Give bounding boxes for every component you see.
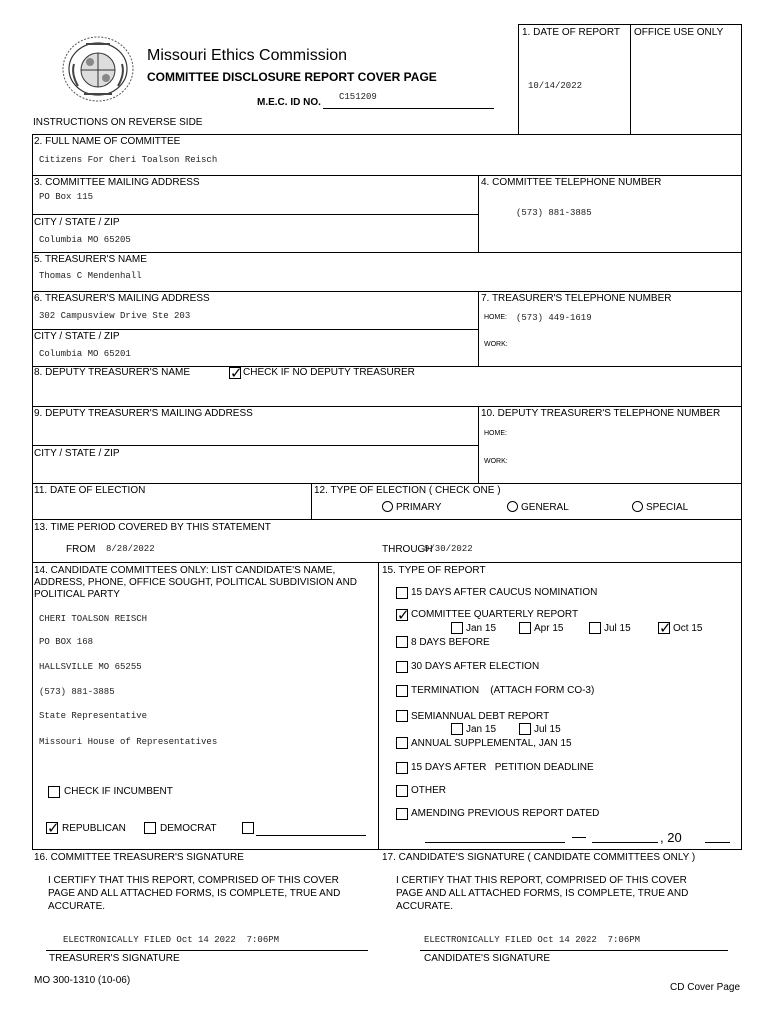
jan15-checkbox[interactable] [451,622,463,634]
committee-csz-label: CITY / STATE / ZIP [34,217,120,228]
semiannual-label: SEMIANNUAL DEBT REPORT [411,711,550,722]
thirty-days-label: 30 DAYS AFTER ELECTION [411,661,540,672]
petition-checkbox[interactable] [396,762,408,774]
candidate-city-value[interactable]: HALLSVILLE MO 65255 [39,662,142,672]
candidate-signature-caption: CANDIDATE'S SIGNATURE [424,953,550,964]
office-use-label: OFFICE USE ONLY [634,27,724,38]
agency-name: Missouri Ethics Commission [147,47,348,64]
quarterly-checkbox[interactable] [396,609,408,621]
republican-checkbox[interactable] [46,822,58,834]
candidate-certification: I CERTIFY THAT THIS REPORT, COMPRISED OF THIS COVER PAGE AND ALL ATTACHED FORMS, IS COMPLETE, TRUE AND ACCURATE. [396,875,689,912]
form-title: COMMITTEE DISCLOSURE REPORT COVER PAGE [147,70,437,84]
committee-name-value[interactable]: Citizens For Cheri Toalson Reisch [39,155,218,165]
treasurer-signature-caption: TREASURER'S SIGNATURE [49,953,180,964]
general-radio[interactable] [507,501,518,512]
deputy-work-label: WORK: [484,458,508,465]
candidate-office-value[interactable]: State Representative [39,711,148,721]
candidate-address-value[interactable]: PO BOX 168 [39,637,94,647]
treasurer-efiled: ELECTRONICALLY FILED Oct 14 2022 7:06PM [63,935,280,945]
deputy-home-label: HOME: [484,430,507,437]
instructions-note: INSTRUCTIONS ON REVERSE SIDE [33,117,203,128]
mec-id-value: C151209 [339,92,377,102]
candidate-subdivision-value[interactable]: Missouri House of Representatives [39,737,218,747]
amend-date-line-2[interactable] [592,842,658,843]
period-from-label: FROM [66,544,96,555]
amend-year-prefix: , 20 [660,830,682,845]
period-label: 13. TIME PERIOD COVERED BY THIS STATEMENT [34,522,271,533]
period-from-value[interactable]: 8/28/2022 [106,544,155,554]
treasurer-name-value[interactable]: Thomas C Mendenhall [39,271,142,281]
treasurer-phone-label: 7. TREASURER'S TELEPHONE NUMBER [481,293,672,304]
primary-label: PRIMARY [396,502,442,513]
missouri-seal-icon [60,34,136,104]
semiannual-checkbox[interactable] [396,710,408,722]
special-label: SPECIAL [646,502,689,513]
jan15-label: Jan 15 [466,623,497,634]
committee-csz-value[interactable]: Columbia MO 65205 [39,235,131,245]
eight-days-label: 8 DAYS BEFORE [411,637,490,648]
republican-label: REPUBLICAN [62,823,126,834]
committee-phone-value[interactable]: (573) 881-3885 [516,208,592,218]
treasurer-name-label: 5. TREASURER'S NAME [34,254,147,265]
deputy-mailing-label: 9. DEPUTY TREASURER'S MAILING ADDRESS [34,408,253,419]
treasurer-mailing-label: 6. TREASURER'S MAILING ADDRESS [34,293,210,304]
mec-id-label: M.E.C. ID NO. [257,97,321,108]
deputy-csz-label: CITY / STATE / ZIP [34,448,120,459]
treasurer-home-label: HOME: [484,314,507,321]
termination-label: TERMINATION (ATTACH FORM CO-3) [411,685,595,696]
other-party-line[interactable] [256,835,366,836]
democrat-checkbox[interactable] [144,822,156,834]
page-name: CD Cover Page [670,982,741,993]
election-date-label: 11. DATE OF ELECTION [34,485,146,496]
date-of-report-value[interactable]: 10/14/2022 [528,81,583,91]
semi-jan15-checkbox[interactable] [451,723,463,735]
primary-radio[interactable] [382,501,393,512]
incumbent-label: CHECK IF INCUMBENT [64,786,173,797]
thirty-days-checkbox[interactable] [396,661,408,673]
report-type-label: 15. TYPE OF REPORT [382,565,486,576]
treasurer-certification: I CERTIFY THAT THIS REPORT, COMPRISED OF THIS COVER PAGE AND ALL ATTACHED FORMS, IS COMPLETE, TRUE AND ACCURATE. [48,875,341,912]
committee-mailing-value[interactable]: PO Box 115 [39,192,94,202]
committee-name-label: 2. FULL NAME OF COMMITTEE [34,136,181,147]
amend-year-line[interactable] [705,842,730,843]
general-label: GENERAL [521,502,569,513]
committee-phone-label: 4. COMMITTEE TELEPHONE NUMBER [481,177,662,188]
amend-date-line-1[interactable] [425,842,565,843]
annual-checkbox[interactable] [396,737,408,749]
apr15-label: Apr 15 [534,623,564,634]
eight-days-checkbox[interactable] [396,636,408,648]
termination-checkbox[interactable] [396,685,408,697]
petition-label: 15 DAYS AFTER PETITION DEADLINE [411,762,594,773]
other-party-checkbox[interactable] [242,822,254,834]
candidate-signature-label: 17. CANDIDATE'S SIGNATURE ( CANDIDATE COMMITTEES ONLY ) [382,852,696,863]
caucus-checkbox[interactable] [396,587,408,599]
no-deputy-checkbox[interactable] [229,367,241,379]
democrat-label: DEMOCRAT [160,823,217,834]
treasurer-signature-label: 16. COMMITTEE TREASURER'S SIGNATURE [34,852,244,863]
amending-checkbox[interactable] [396,808,408,820]
semi-jul15-checkbox[interactable] [519,723,531,735]
treasurer-csz-label: CITY / STATE / ZIP [34,331,120,342]
election-type-label: 12. TYPE OF ELECTION ( CHECK ONE ) [314,485,501,496]
deputy-name-label: 8. DEPUTY TREASURER'S NAME [34,367,191,378]
oct15-checkbox[interactable] [658,622,670,634]
special-radio[interactable] [632,501,643,512]
no-deputy-label: CHECK IF NO DEPUTY TREASURER [243,367,415,378]
period-through-label: THROUGH [382,544,433,555]
date-of-report-label: 1. DATE OF REPORT [522,27,620,38]
treasurer-home-value[interactable]: (573) 449-1619 [516,313,592,323]
candidate-name-value[interactable]: CHERI TOALSON REISCH [39,614,148,624]
deputy-phone-label: 10. DEPUTY TREASURER'S TELEPHONE NUMBER [481,408,721,419]
period-through-value[interactable]: 9/30/2022 [424,544,473,554]
jul15-label: Jul 15 [604,623,631,634]
jul15-checkbox[interactable] [589,622,601,634]
other-label: OTHER [411,785,446,796]
amending-label: AMENDING PREVIOUS REPORT DATED [411,808,600,819]
oct15-label: Oct 15 [673,623,703,634]
form-number: MO 300-1310 (10-06) [34,975,131,986]
incumbent-checkbox[interactable] [48,786,60,798]
semi-jan15-label: Jan 15 [466,724,497,735]
amend-date-dash [572,837,586,838]
committee-mailing-label: 3. COMMITTEE MAILING ADDRESS [34,177,200,188]
quarterly-label: COMMITTEE QUARTERLY REPORT [411,609,579,620]
candidate-phone-value[interactable]: (573) 881-3885 [39,687,115,697]
treasurer-mailing-value[interactable]: 302 Campusview Drive Ste 203 [39,311,191,321]
candidate-efiled: ELECTRONICALLY FILED Oct 14 2022 7:06PM [424,935,641,945]
candidate-section-label: 14. CANDIDATE COMMITTEES ONLY: LIST CANDIDATE'S NAME, ADDRESS, PHONE, OFFICE SOUGHT, POLITICAL SUBDIVISION AND POLITICAL PARTY [34,565,358,600]
other-checkbox[interactable] [396,785,408,797]
caucus-label: 15 DAYS AFTER CAUCUS NOMINATION [411,587,598,598]
treasurer-work-label: WORK: [484,341,508,348]
annual-label: ANNUAL SUPPLEMENTAL, JAN 15 [411,738,572,749]
semi-jul15-label: Jul 15 [534,724,561,735]
treasurer-csz-value[interactable]: Columbia MO 65201 [39,349,131,359]
apr15-checkbox[interactable] [519,622,531,634]
